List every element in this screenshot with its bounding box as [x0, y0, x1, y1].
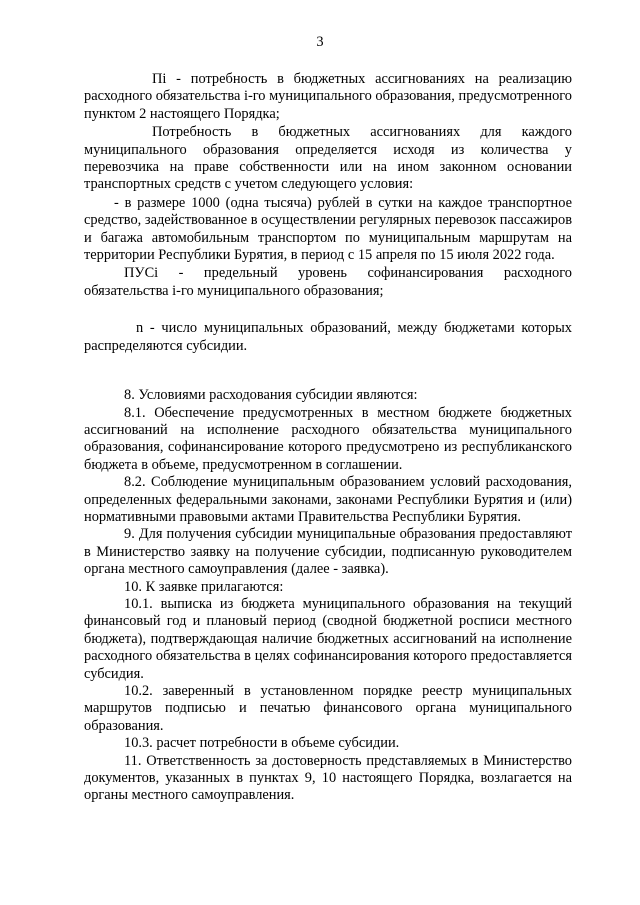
paragraph-11: 11. Ответственность за достоверность представляемых в Министерство документов, указанных в пунктах 9, 10 настоящего Порядка, возлагается на органы местного самоуправления.: [84, 752, 572, 804]
page-number: 3: [316, 34, 324, 50]
paragraph-9: 9. Для получения субсидии муниципальные образования предоставляют в Министерство заявку на получение субсидии, подписанную руководителем органа местного самоуправления (далее - заявка).: [84, 526, 572, 578]
paragraph-pi-definition: Пi - потребность в бюджетных ассигнованиях на реализацию расходного обязательства i-го муниципального образования, предусмотренного пунктом 2 настоящего Порядка;: [84, 71, 572, 122]
paragraph-8: 8. Условиями расходования субсидии являются:: [124, 387, 418, 404]
paragraph-8-1: 8.1. Обеспечение предусмотренных в местном бюджете бюджетных ассигнований на исполнение расходного обязательства муниципального образования, софинансирование которого предусмотрено из республиканского бюджета в объеме, предусмотренном в соглашении.: [84, 404, 572, 473]
paragraph-10: 10. К заявке прилагаются:: [124, 578, 284, 595]
paragraph-pusi-definition: ПУСi - предельный уровень софинансирования расходного обязательства i-го муниципального образования;: [84, 265, 572, 299]
paragraph-n-definition: n - число муниципальных образований, между бюджетами которых распределяются субсидии.: [84, 320, 572, 354]
paragraph-condition: - в размере 1000 (одна тысяча) рублей в сутки на каждое транспортное средство, задействованное в осуществлении регулярных перевозок пассажиров и багажа автомобильным транспортом по муниципальным маршрутам на территории Республики Бурятия, в период с 15 апреля по 15 июля 2022 года.: [84, 194, 572, 264]
paragraph-need-calculation: Потребность в бюджетных ассигнованиях для каждого муниципального образования определяется исходя из количества у перевозчика на праве собственности или на ином законном основании транспортных средств с учетом следующего условия:: [84, 124, 572, 193]
paragraph-10-2: 10.2. заверенный в установленном порядке реестр муниципальных маршрутов подписью и печатью финансового органа муниципального образования.: [84, 683, 572, 734]
paragraph-10-1: 10.1. выписка из бюджета муниципального образования на текущий финансовый год и плановый период (сводной бюджетной росписи местного бюджета), подтверждающая наличие бюджетных ассигнований на исполнение расходного обязательства в целях софинансирования которого предоставляется субсидия.: [84, 595, 572, 682]
paragraph-8-2: 8.2. Соблюдение муниципальным образованием условий расходования, определенных федеральными законами, законами Республики Бурятия и (или) нормативными правовыми актами Правительства Республики Бурятия.: [84, 474, 572, 525]
document-body: [84, 71, 572, 805]
paragraph-10-3: 10.3. расчет потребности в объеме субсидии.: [124, 735, 400, 752]
